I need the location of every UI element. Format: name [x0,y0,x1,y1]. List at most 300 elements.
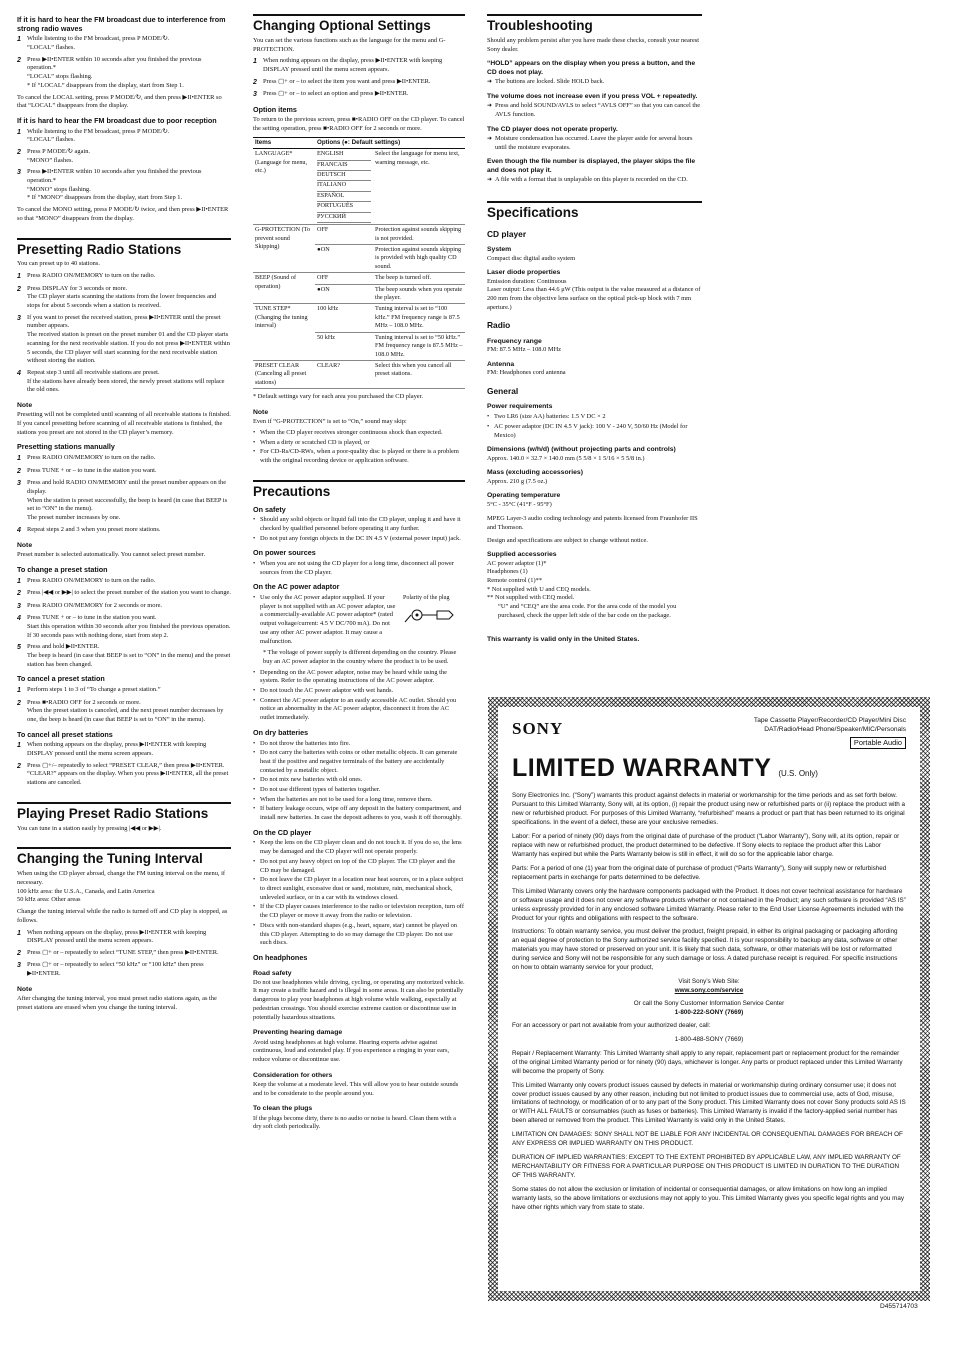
precautions-heading: Precautions [253,480,465,500]
step-body [27,961,231,978]
step-item [17,168,231,203]
warranty-p3: Parts: For a period of one (1) year from the original date of purchase of product (“Parts Warranty”), Sony will supply new or refurbished replacement parts in exchange for parts determined to be defective. [512,864,887,881]
gp-on: ●ON [315,244,373,272]
step-number: 2 [17,285,21,293]
warranty-products: Tape Cassette Player/Recorder/CD Player/Mini Disc DAT/Radio/Head Phone/Speaker/MIC/Personals [753,717,906,733]
preset-clear-option: CLEAR? [315,361,373,389]
list-item: ITALIANO [317,181,371,191]
specs-cd-heading: CD player [487,228,527,239]
safety-heading: On safety [253,504,286,514]
step-detail: Start this operation within 30 seconds after you finished the previous operation. [27,622,231,630]
polarity-label: Polarity of the plug [403,595,450,602]
others-heading: Consideration for others [253,1071,333,1079]
step-item [17,56,231,91]
optional-heading: Changing Optional Settings [253,14,465,34]
step-number: 3 [17,480,21,488]
step-number: 2 [17,590,21,598]
tuning-text3: 50 kHz area: Other areas [17,896,81,904]
ac-item-1: • Use only the AC power adaptor supplied. If your player is not supplied with an AC power adaptor, use a commercially-available AC power adaptor* (rated output voltage/current: 4.5 V DC/700 mA). Do not use any other AC power adaptor. It may cause a malfunction. [253,594,465,646]
dry-list [253,740,465,823]
lang-options [315,149,373,225]
warranty-title [512,751,906,787]
step-item [17,762,231,788]
specs-freq-heading: Frequency range [487,337,542,345]
step-number: 3 [17,962,21,970]
beep-on: ●ON [315,284,373,304]
playing-text: You can tune in a station easily by pressing |◀◀ or ▶▶|. [17,824,162,832]
beep-off: OFF [315,273,373,284]
list-item: DEUTSCH [317,171,371,181]
step-body [27,314,231,366]
step-detail: The beep is heard (in case that BEEP is set to “ON” in the menu) and the preset station has been changed. [27,652,231,668]
step-body [27,168,231,203]
step-body [27,643,231,669]
troubleshooting-list [487,59,702,185]
list-item: ENGLISH [317,150,371,160]
step-text: Press DISPLAY for 3 seconds or more. [27,284,128,292]
tuning-text4: Change the tuning interval while the radio is turned off and CD play is stopped, as follows. [17,908,228,924]
manual-note-label: Note [17,542,33,550]
ac-footnote: * The voltage of power supply is different depending on the country. Please buy an AC power adaptor in the country where the product is to be used. [263,649,457,665]
bullet-item: • AC power adaptor (DC IN 4.5 V jack): 100 V - 240 V, 50/60 Hz (Model for Mexico) [487,423,702,440]
step-number: 3 [17,602,21,610]
option-items-intro: To return to the previous screen, press ■•RADIO OFF on the CD player. To cancel the setting operation, press ■•RADIO OFF for 2 seconds or more. [253,116,465,133]
change-heading: To change a preset station [17,565,108,575]
trouble-question: “HOLD” appears on the display when you press a button, and the CD does not play. [487,60,696,77]
step-body [27,577,231,587]
tuning-note: After changing the tuning interval, you must preset radio stations again, as the preset stations are erased when you change the tuning interval. [17,995,217,1011]
table-row [253,273,465,284]
step-text: While listening to the FM broadcast, press P MODE/↻. [27,127,170,135]
beep-on-desc: The beep sounds when you operate the player. [373,284,465,304]
step-number: 2 [17,699,21,707]
step-body [27,614,231,640]
step-body [27,949,231,959]
specs-laser-heading: Laser diode properties [487,269,561,277]
step-number: 3 [17,314,21,322]
step-number: 1 [17,742,21,750]
step-body [27,285,231,311]
list-item: FRANCAIS [317,161,371,171]
preset-clear-desc: Select this when you cancel all preset stations. [373,361,465,389]
step-detail: * If “MONO” disappears from the display, start from Step 1. [27,194,183,202]
step-item [17,479,231,523]
trouble-question: Even though the file number is displayed, the player skips the file and does not play it. [487,158,696,175]
troubleshooting-intro: Should any problem persist after you have made these checks, consult your nearest Sony dealer. [487,36,700,53]
table-footnote: * Default settings vary for each area you purchased the CD player. [253,393,423,401]
ac-heading: On the AC power adaptor [253,582,340,592]
step-item [253,90,465,100]
step-item [17,467,231,477]
specs-general-heading: General [487,385,519,396]
warranty-p8: LIMITATION ON DAMAGES: SONY SHALL NOT BE LIABLE FOR ANY INCIDENTAL OR CONSEQUENTIAL DAMAGES FOR BREACH OF ANY EXPRESS OR IMPLIED WARRANTY ON THIS PRODUCT. [512,1131,903,1148]
ac-list [253,669,465,723]
step-text: Repeat step 3 until all receivable stations are preset. [27,368,160,376]
step-number: 2 [17,762,21,770]
step-body [27,148,231,165]
specs-acc-note1: * Not supplied with U and CEQ models. [487,585,591,593]
change-steps [17,577,231,670]
tune-50-desc: Tuning interval is set to “50 kHz.” FM frequency range is 87.5 MHz – 108.0 MHz. [373,332,465,360]
step-number: 2 [17,467,21,475]
beep-off-desc: The beep is turned off. [373,273,465,284]
column-right [487,14,702,647]
bullet-item: • Do not put any heavy object on top of the CD player. The CD player and the CD may be damaged. [253,858,465,875]
tuning-heading: Changing the Tuning Interval [17,847,231,867]
step-text: Press RADIO ON/MEMORY to turn on the radio. [27,454,156,462]
warranty-p1: Sony Electronics Inc. (“Sony”) warrants this product against defects in material or workmanship for the time periods and as set forth below. Pursuant to this Limited Warranty, Sony will, at its option, (i) repair the product using new or refurbished parts or (ii) replace the product with a new or refurbished product. For purposes of this Limited Warranty, “refurbished” means a product or part that has been returned to its original specifications. In the event of a defect, these are your exclusive remedies. [512,792,906,827]
specs-system: Compact disc digital audio system [487,254,576,262]
bullet-item: • Do not use different types of batteries together. [253,786,465,795]
step-body [27,762,231,788]
bullet-item: • When you are not using the CD player for a long time, disconnect all power sources from the CD player. [253,560,465,577]
warranty-region: (U.S. Only) [778,768,818,778]
list-item: Headphones (1) [487,568,528,576]
step-detail: “MONO” stops flashing. [27,185,91,193]
step-number: 4 [17,615,21,623]
manual-heading: Presetting stations manually [17,442,115,452]
step-number: 3 [253,91,257,99]
step-text: Press and hold ▶II•ENTER. [27,643,100,651]
step-body [27,467,231,477]
step-item [17,272,231,282]
specs-dim-heading: Dimensions (w/h/d) (without projecting parts and controls) [487,446,676,454]
bullet-item: • Depending on the AC power adaptor, noise may be heard while using the system. Refer to the operating instructions of the AC power adaptor. [253,669,465,686]
step-item [17,369,231,395]
step-text: Press P MODE/↻ again. [27,147,90,155]
step-item [17,526,231,536]
specs-acc-list [487,560,702,586]
step-number: 1 [17,36,21,44]
presetting-steps [17,272,231,395]
options-table [253,137,465,390]
lang-desc: Select the language for menu text, warning message, etc. [373,149,465,225]
plugs-heading: To clean the plugs [253,1105,313,1113]
step-body [263,78,465,88]
headphones-heading: On headphones [253,952,308,962]
bullet-item: • When the CD player receives stronger continuous shock than expected. [253,429,465,438]
step-body [27,272,231,282]
cancel-preset-heading: To cancel a preset station [17,674,105,684]
specs-power-list [487,413,702,440]
step-number: 1 [253,58,257,66]
fm-poor-cancel: To cancel the MONO setting, press P MODE/↻ twice, and then press ▶II•ENTER so that “MONO” disappears from the display. [17,206,229,222]
step-text: When nothing appears on the display, press ▶II•ENTER with keeping DISPLAY pressed until the menu screen appears. [27,928,207,945]
step-number: 2 [17,56,21,64]
bullet-item: • For CD-Rs/CD-RWs, when a poor-quality disc is played or there is a problem with the original recording device or application software. [253,448,465,465]
step-item [17,741,231,758]
step-detail: “LOCAL” flashes. [27,136,75,144]
table-row [253,361,465,389]
step-detail: The CD player starts scanning the stations from the lower frequencies and stops for about 5 seconds when a station is received. [27,293,217,310]
cd-heading: On the CD player [253,827,312,837]
step-body [27,741,231,758]
hearing-text: Avoid using headphones at high volume. Hearing experts advise against continuous, loud and extended play. If you experience a ringing in your ears, reduce volume or discontinue use. [253,1038,450,1063]
playing-heading: Playing Preset Radio Stations [17,802,231,822]
specs-temp-heading: Operating temperature [487,492,561,500]
troubleshooting-heading: Troubleshooting [487,14,702,34]
warranty-p7: This Limited Warranty only covers product issues caused by defects in material or workmanship during ordinary consumer use; it does not cover product issues caused by any other reason, including but not limited to product issues due to commercial use, acts of God, misuse, limitations of technology, or modification of or to any part of the Sony product. This Limited Warranty does not cover Sony products sold AS IS or WITH ALL FAULTS or consumables (such as fuses or batteries). This Limited Warranty is invalid if the factory-applied serial number has been altered or removed from the product. This Limited Warranty is valid only in the United States. [512,1081,906,1125]
step-text: Press and hold RADIO ON/MEMORY until the preset number appears on the display. [27,479,227,495]
bullet-item: • Keep the lens on the CD player clean and do not touch it. If you do so, the lens may be damaged and the CD player will not operate properly. [253,839,465,856]
step-text: Repeat steps 2 and 3 when you preset more stations. [27,525,161,533]
step-detail: If 30 seconds pass with nothing done, start from step 2. [27,631,169,639]
warranty-p5: Instructions: To obtain warranty service, you must deliver the product, freight prepaid, in either its original packaging or packaging affording an equal degree of protection to the Sony authorized service facility specified. It is your responsibility to backup any data, software or other materials you may have stored or preserved on your unit. It is likely that such data, software, or other materials will be lost or reformatted during service and Sony will not be responsible for any such damage or loss. A dated purchase receipt is required. For specific instructions on how to obtain warranty service for your product, [512,928,898,972]
bullet-item: • When a dirty or scratched CD is played, or [253,439,465,448]
step-number: 5 [17,644,21,652]
trouble-question: The volume does not increase even if you press VOL + repeatedly. [487,93,698,101]
specs-design: Design and specifications are subject to change without notice. [487,536,648,544]
step-text: Press ■•RADIO OFF for 2 seconds or more. [27,698,141,706]
step-text: Press ▢+ or – repeatedly to select “50 kHz” or “100 kHz” then press ▶II•ENTER. [27,961,204,978]
fm-strong-cancel: To cancel the LOCAL setting, press P MODE/↻, and then press ▶II•ENTER so that “LOCAL” disappears from the display. [17,93,222,110]
warranty-phone-1: 1-800-222-SONY (7669) [674,1008,744,1016]
bullet-item: • Connect the AC power adaptor to an easily accessible AC outlet. Should you notice an abnormality in the AC power adaptor, disconnect it from the AC outlet immediately. [253,697,465,723]
step-body [27,929,231,946]
step-detail: When the preset station is canceled, and the next preset number decreases by one, the beep is heard (in case that BEEP is set to “ON” in the menu). [27,707,224,724]
tune-100-desc: Tuning interval is set to “100 kHz.” FM frequency range is 87.5 MHz – 108.0 MHz. [373,304,465,332]
document-number: D455714703 [880,1303,918,1310]
optional-note-label: Note [253,408,269,416]
presetting-intro: You can preset up to 40 stations. [17,260,100,268]
step-item [17,961,231,978]
step-text: While listening to the FM broadcast, press P MODE/↻. [27,35,170,43]
step-detail: If the stations have already been stored, the newly preset stations will replace the old ones. [27,377,225,394]
step-number: 1 [17,929,21,937]
step-text: Press ▶II•ENTER within 10 seconds after you finished the previous operation.* [27,55,202,72]
power-list [253,560,465,577]
cancel-preset-steps [17,686,231,725]
step-number: 3 [17,169,21,177]
gp-item: G-PROTECTION (To prevent sound Skipping) [253,225,315,273]
specs-antenna: FM: Headphones cord antenna [487,368,566,376]
step-item [17,949,231,959]
warranty-box [488,697,930,1301]
step-number: 1 [17,455,21,463]
warranty-p4: This Limited Warranty covers only the hardware components packaged with the Product. It does not cover technical assistance for hardware or software usage and it does not cover any software products whether or not contained in the Product; any such software is provided “AS IS” unless expressly provided for in any enclosed software Limited Warranty. Please refer to the End User License Agreements included with the Product for your rights and obligations with respect to the software. [512,887,906,922]
step-text: Press ▢+ or – to select an option and press ▶II•ENTER. [263,90,409,98]
bullet-item: • Two LR6 (size AA) batteries: 1.5 V DC × 2 [487,413,702,422]
fm-strong-steps [17,35,231,90]
bullet-item: • Do not carry the batteries with coins or other metallic objects. It can generate heat if the positive and negative terminals of the battery are accidentally contacted by a metallic object. [253,749,465,775]
step-item [17,699,231,725]
warranty-visit: Visit Sony’s Web Site: [678,978,740,986]
bullet-item: • Do not throw the batteries into fire. [253,740,465,749]
step-item [17,577,231,587]
specs-mass: Approx. 210 g (7.5 oz.) [487,477,548,485]
warranty-p2: Labor: For a period of ninety (90) days from the original date of purchase of the product (“Labor Warranty”), Sony will, at its option, repair or replace with new or refurbished product, the product determined to be defective. If Sony elects to replace the product after this Labor Warranty has expired but while the Parts Warranty below is still in effect, it will do so for the applicable labor charge. [512,833,900,858]
step-item [17,614,231,640]
step-text: Press TUNE + or – to tune in the station you want. [27,614,157,622]
specs-temp: 5°C - 35°C (41°F - 95°F) [487,500,552,508]
list-item: ESPAÑOL [317,192,371,202]
bullet-item: • Do not touch the AC power adaptor with wet hands. [253,687,465,696]
step-body [27,35,231,52]
specs-radio-heading: Radio [487,320,511,331]
trouble-answer: ➜ Press and hold SOUND/AVLS to select “AVLS OFF” so that you can cancel the AVLS function. [487,102,702,119]
step-text: Press |◀◀ or ▶▶| to select the preset number of the station you want to change. [27,589,231,597]
gp-off: OFF [315,225,373,245]
warranty-accessory: For an accessory or part not available from your authorized dealer, call: [512,1021,711,1029]
step-body [27,369,231,395]
specs-laser-1: Emission duration: Continuous [487,277,567,285]
warranty-call: Or call the Sony Customer Information Service Center [633,1000,785,1008]
step-item [17,929,231,946]
bullet-item: • Do not mix new batteries with old ones. [253,776,465,785]
step-item [17,602,231,612]
tune-item: TUNE STEP* (Changing the tuning interval) [253,304,315,361]
step-number: 2 [17,949,21,957]
specs-acc-note2: ** Not supplied with CEQ model. [487,594,575,602]
tune-100: 100 kHz [315,304,373,332]
step-number: 1 [17,128,21,136]
gp-off-desc: Protection against sounds skipping is not provided. [373,225,465,245]
step-item [17,686,231,696]
list-item: РУССКИЙ [317,213,371,223]
step-item [17,314,231,366]
step-item [17,35,231,52]
step-detail: When the station is preset successfully, the beep is heard (in case that BEEP is set to “ON” in the menu). [27,496,228,513]
step-body [27,589,231,599]
manual-note: Preset number is selected automatically. You cannot select preset number. [17,551,206,559]
specs-laser-2: Laser output: Less than 44.6 μW (This output is the value measured at a distance of 200 mm from the objective lens surface on the optical pick-up block with 7 mm aperture.) [487,286,701,311]
safety-list [253,516,465,543]
tuning-note-label: Note [17,985,33,993]
column-left [17,14,231,1015]
optional-intro: You can set the various functions such as the language for the menu and G-PROTECTION. [253,36,446,53]
column-middle [253,14,465,1135]
step-text: Press RADIO ON/MEMORY for 2 seconds or more. [27,601,163,609]
option-items-heading: Option items [253,104,297,114]
table-row [253,149,465,225]
specs-mpeg: MPEG Layer-3 audio coding technology and patents licensed from Fraunhofer IIS and Thomson. [487,515,698,531]
step-text: Press ▢+ or – repeatedly to select “TUNE STEP,” then press ▶II•ENTER. [27,948,219,956]
step-item [17,148,231,165]
table-row [253,304,465,332]
road-heading: Road safety [253,969,292,977]
step-detail: The received station is preset on the preset number 01 and the CD player starts scanning for the next receivable station. If you do not press ▶II•ENTER within 5 seconds, the CD player will start scanning for the next receivable station without storing the station. [27,331,230,365]
step-item [253,78,465,88]
fm-poor-heading: If it is hard to hear the FM broadcast due to poor reception [17,115,217,125]
step-text: Perform steps 1 to 3 of “To change a preset station.” [27,686,161,694]
list-item: AC power adaptor (1)* [487,559,547,567]
tuning-text2: 100 kHz area: the U.S.A., Canada, and Latin America [17,887,155,895]
bullet-item: • Do not put any foreign objects in the DC IN 4.5 V (external power input) jack. [253,535,465,544]
bullet-item: • If the CD player causes interference to the radio or television reception, turn off the CD player or move it away from the radio or television. [253,903,465,920]
optional-note-intro: Even if “G-PROTECTION” is set to “On,” sound may skip: [253,418,407,426]
tuning-steps [17,929,231,979]
cancel-all-steps [17,741,231,788]
fm-strong-heading: If it is hard to hear the FM broadcast due to interference from strong radio waves [17,15,226,33]
lang-item: LANGUAGE* (Language for menu, etc.) [253,149,315,225]
step-body [263,90,465,100]
step-text: Press ▢+/– repeatedly to select “PRESET CLEAR,” then press ▶II•ENTER. [27,761,225,769]
optional-steps [253,57,465,99]
warranty-valid-note: This warranty is valid only in the United States. [487,635,640,643]
step-text: Press RADIO ON/MEMORY to turn on the radio. [27,272,156,280]
plugs-text: If the plugs become dirty, there is no audio or noise is heard. Clean them with a dry soft cloth periodically. [253,1114,456,1131]
step-body [263,57,465,74]
table-row [253,225,465,245]
specs-dim: Approx. 140.0 × 32.7 × 140.0 mm (5 5/8 × 1 5/16 × 5 5/8 in.) [487,454,645,462]
bullet-item: • When the batteries are not to be used for a long time, remove them. [253,796,465,805]
step-text: When nothing appears on the display, press ▶II•ENTER with keeping DISPLAY pressed until the menu screen appears. [27,741,207,758]
step-body [27,128,231,145]
warranty-p6: Repair / Replacement Warranty: This Limited Warranty shall apply to any repair, replacement part or replacement product for the remainder of the original Limited Warranty period or for ninety (90) days, whichever is longer. Any parts or product replaced under this Limited Warranty will become the property of Sony. [512,1049,903,1075]
specs-acc-note3: “U” and “CEQ” are the area code. For the area code of the model you purchased, check the upper left side of the bar code on the package. [498,603,677,619]
step-body [27,686,231,696]
presetting-heading: Presetting Radio Stations [17,238,231,258]
specs-heading: Specifications [487,201,702,221]
warranty-content [498,707,920,1291]
specs-system-heading: System [487,246,512,254]
step-detail: “MONO” flashes. [27,156,74,164]
step-text: If you want to preset the received station, press ▶II•ENTER until the preset number appears. [27,313,221,330]
trouble-answer: ➜ Moisture condensation has occurred. Leave the player aside for several hours until the moisture evaporates. [487,135,702,152]
bullet-item: • Should any solid objects or liquid fall into the CD player, unplug it and have it checked by qualified personnel before operating it any further. [253,516,465,533]
cd-list [253,839,465,947]
step-number: 4 [17,526,21,534]
table-header-items: Items [253,137,315,148]
cancel-all-heading: To cancel all preset stations [17,729,113,739]
warranty-url-link[interactable]: www.sony.com/service [674,987,744,995]
tune-50: 50 kHz [315,332,373,360]
step-text: When nothing appears on the display, press ▶II•ENTER with keeping DISPLAY pressed until the menu screen appears. [263,57,443,73]
manual-steps [17,454,231,535]
step-number: 2 [253,78,257,86]
step-text: Press ▶II•ENTER within 10 seconds after you finished the previous operation.* [27,168,202,185]
beep-item: BEEP (Sound of operation) [253,273,315,304]
bullet-item: • Discs with non-standard shapes (e.g., heart, square, star) cannot be played on this CD player. Attempting to do so may damage the CD player. Do not use such discs. [253,922,465,948]
step-body [27,454,231,464]
bullet-item: • Do not leave the CD player in a location near heat sources, or in a place subject to direct sunlight, excessive dust or sand, moisture, rain, mechanical shock, unleveled surface, or in a car with its windows closed. [253,876,465,902]
power-heading: On power sources [253,548,316,558]
step-text: Press TUNE + or – to tune in the station you want. [27,466,157,474]
step-text: Press RADIO ON/MEMORY to turn on the radio. [27,576,156,584]
step-detail: * If “LOCAL” disappears from the display, start from Step 1. [27,81,184,89]
step-number: 1 [17,687,21,695]
step-text: Press ▢+ or – to select the item you want and press ▶II•ENTER. [263,77,431,85]
step-number: 4 [17,369,21,377]
step-body [27,526,231,536]
list-item: PORTUGUÊS [317,202,371,212]
table-header-options: Options (●: Default settings) [315,137,465,148]
road-text: Do not use headphones while driving, cycling, or operating any motorized vehicle. It may create a traffic hazard and is illegal in some areas. It can also be potentially dangerous to play your headphones at high volume while walking, especially at pedestrian crossings. You should exercise extreme caution or discontinue use in potentially hazardous situations. [253,978,465,1021]
step-body [27,56,231,91]
step-detail: “LOCAL” stops flashing. [27,73,93,81]
step-item [17,128,231,145]
trouble-question: The CD player does not operate properly. [487,125,618,133]
warranty-p10: Some states do not allow the exclusion or limitation of incidental or consequential damages, or allow limitations on how long an implied warranty lasts, so the above limitations or exclusions may not apply to you. This Limited Warranty gives you specific legal rights and you may have other rights which vary from state to state. [512,1185,904,1211]
bullet-item: • If battery leakage occurs, wipe off any deposit in the battery compartment, and install new batteries. In case the deposit adheres to you, wash it off thoroughly. [253,805,465,822]
step-item [17,285,231,311]
hearing-heading: Preventing hearing damage [253,1029,343,1037]
step-body [27,699,231,725]
presetting-note-label: Note [17,402,33,410]
step-item [17,454,231,464]
list-item: Remote control (1)** [487,577,543,584]
warranty-p9: DURATION OF IMPLIED WARRANTIES: EXCEPT TO THE EXTENT PROHIBITED BY APPLICABLE LAW, ANY IMPLIED WARRANTY OF MERCHANTABILITY OR FITNESS FOR A PARTICULAR PURPOSE ON THIS PRODUCT IS LIMITED IN DURATION TO THE DURATION OF THIS WARRANTY. [512,1154,901,1180]
others-text: Keep the volume at a moderate level. This will allow you to hear outside sounds and to be considerate to the people around you. [253,1080,459,1097]
specs-mass-heading: Mass (excluding accessories) [487,469,583,477]
specs-power-heading: Power requirements [487,403,553,411]
step-item [17,589,231,599]
step-item [17,643,231,669]
dry-heading: On dry batteries [253,727,309,737]
step-number: 1 [17,577,21,585]
specs-antenna-heading: Antenna [487,360,515,368]
step-number: 2 [17,148,21,156]
